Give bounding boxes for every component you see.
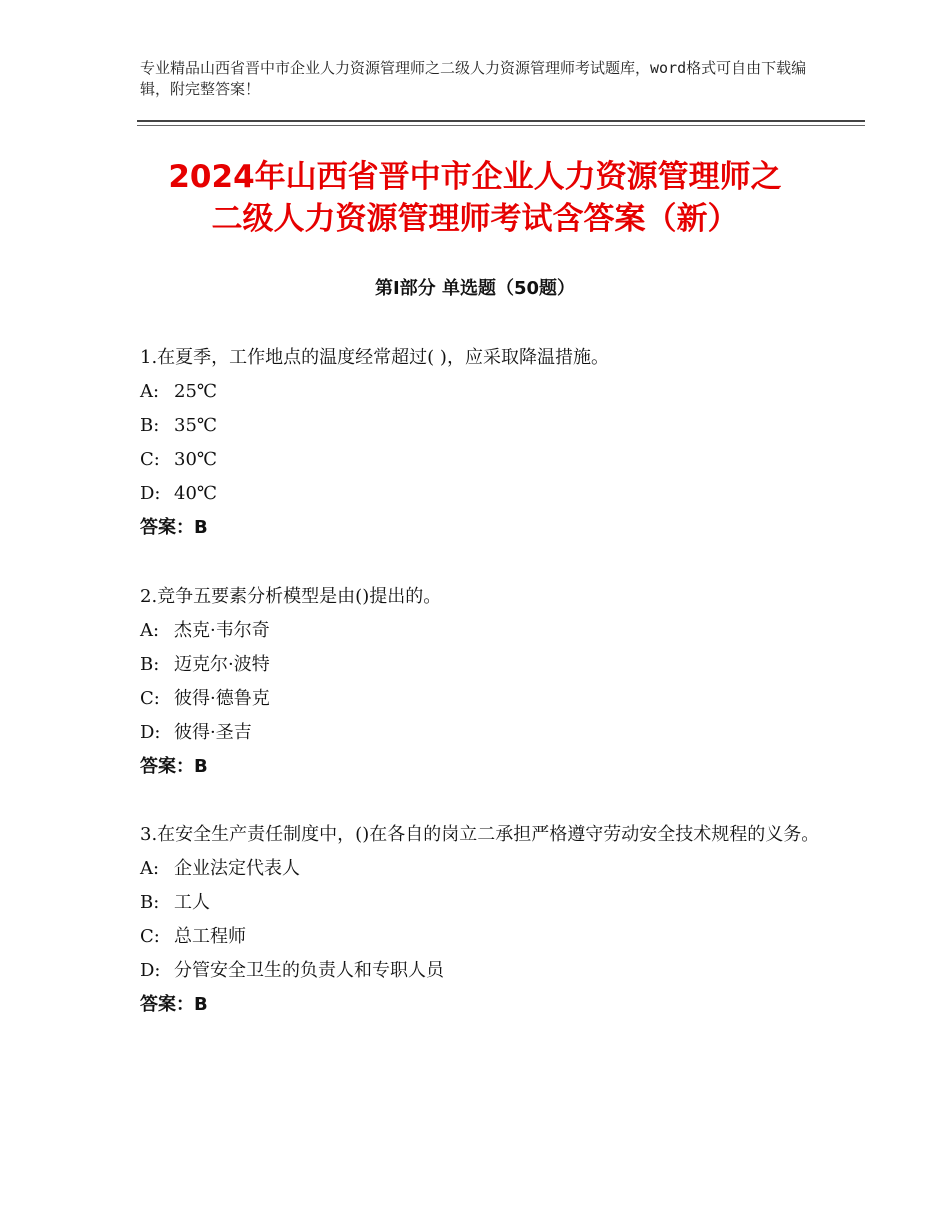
option-text: 企业法定代表人: [174, 858, 300, 879]
option-letter: D:: [140, 483, 161, 504]
question-1: [140, 341, 820, 545]
option-a: [140, 852, 820, 886]
option-text: 杰克·韦尔奇: [174, 620, 270, 641]
option-a: [140, 375, 820, 409]
document-title-line-1: 2024年山西省晋中市企业人力资源管理师之: [168, 159, 782, 195]
option-letter: D:: [140, 722, 161, 743]
option-letter: D:: [140, 960, 161, 981]
option-letter: C:: [140, 926, 160, 947]
option-text: 工人: [174, 892, 210, 913]
option-text: 40℃: [174, 483, 218, 504]
question-stem: 2.竞争五要素分析模型是由()提出的。: [140, 586, 442, 607]
question-2: [140, 580, 820, 784]
option-text: 25℃: [174, 381, 218, 402]
option-d: [140, 477, 820, 511]
option-letter: C:: [140, 688, 160, 709]
option-text: 分管安全卫生的负责人和专职人员: [174, 960, 444, 981]
header-divider-thin: [137, 125, 865, 126]
option-text: 彼得·圣吉: [174, 722, 252, 743]
question-stem: 3.在安全生产责任制度中，()在各自的岗立二承担严格遵守劳动安全技术规程的义务。: [140, 824, 820, 845]
document-title-line-2: 二级人力资源管理师考试含答案（新）: [211, 201, 739, 237]
option-c: [140, 920, 820, 954]
document-title: [90, 156, 860, 240]
option-letter: B:: [140, 415, 160, 436]
option-b: [140, 886, 820, 920]
option-c: [140, 682, 820, 716]
option-d: [140, 954, 820, 988]
option-d: [140, 716, 820, 750]
option-letter: B:: [140, 892, 160, 913]
header-divider-thick: [137, 120, 865, 122]
answer-label: 答案：B: [140, 517, 208, 538]
section-heading: 第Ⅰ部分 单选题（50题）: [374, 278, 575, 299]
option-text: 总工程师: [174, 926, 246, 947]
option-text: 迈克尔·波特: [174, 654, 270, 675]
answer-label: 答案：B: [140, 756, 208, 777]
option-letter: A:: [140, 381, 160, 402]
option-text: 彼得·德鲁克: [174, 688, 270, 709]
option-b: [140, 409, 820, 443]
option-b: [140, 648, 820, 682]
option-c: [140, 443, 820, 477]
option-letter: A:: [140, 620, 160, 641]
question-stem: 1.在夏季，工作地点的温度经常超过( )，应采取降温措施。: [140, 347, 609, 368]
option-letter: B:: [140, 654, 160, 675]
option-text: 35℃: [174, 415, 218, 436]
option-letter: C:: [140, 449, 160, 470]
option-text: 30℃: [174, 449, 218, 470]
option-a: [140, 614, 820, 648]
question-3: [140, 818, 820, 1022]
header-note: 专业精品山西省晋中市企业人力资源管理师之二级人力资源管理师考试题库，word格式可自由下载编辑，附完整答案！: [140, 59, 807, 98]
answer-label: 答案：B: [140, 994, 208, 1015]
option-letter: A:: [140, 858, 160, 879]
